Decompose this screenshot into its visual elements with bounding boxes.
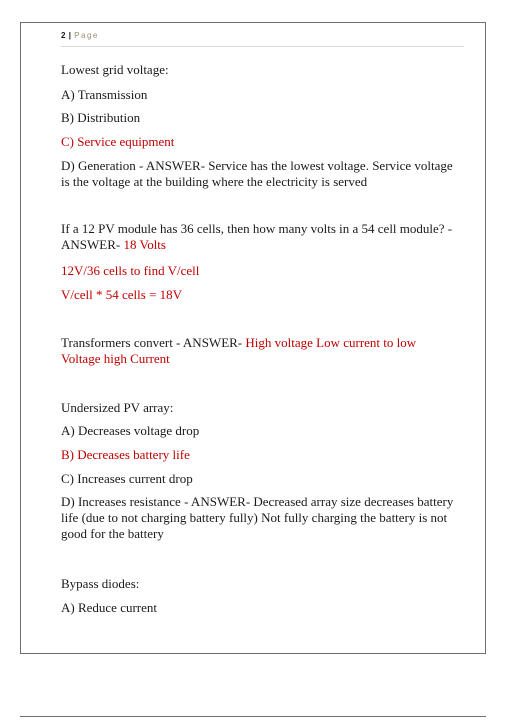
q1-question: Lowest grid voltage:: [61, 62, 169, 77]
q5-option-a: A) Reduce current: [61, 600, 158, 615]
q1-option-d-answer: D) Generation - ANSWER- Service has the lowest voltage. Service voltage is the voltage at the building where the electricity is served: [61, 158, 453, 189]
q4-question: Undersized PV array:: [61, 400, 174, 415]
q4-option-c: C) Increases current drop: [61, 471, 193, 486]
q1-option-c-correct: C) Service equipment: [61, 134, 175, 149]
q2-answer: 18 Volts: [123, 237, 166, 252]
q4-option-b-correct: B) Decreases battery life: [61, 447, 190, 462]
q2-question: [61, 221, 456, 253]
q3-question-text: Transformers convert - ANSWER-: [61, 335, 243, 350]
q3-answer: High voltage Low current to low Voltage high Current: [61, 335, 417, 366]
page-number: 2: [61, 31, 66, 40]
header-separator: |: [68, 31, 71, 40]
q3-question: [61, 335, 456, 367]
q5-question: Bypass diodes:: [61, 576, 140, 591]
q1-option-b: B) Distribution: [61, 110, 141, 125]
q4-option-d-answer: D) Increases resistance - ANSWER- Decreased array size decreases battery life (due to not charging battery fully) Not fully charging the battery is not good for the battery: [61, 494, 454, 541]
q1-option-a: A) Transmission: [61, 87, 148, 102]
q4-option-a: A) Decreases voltage drop: [61, 423, 200, 438]
q2-question-text: If a 12 PV module has 36 cells, then how many volts in a 54 cell module? - ANSWER-: [61, 221, 453, 252]
footer-divider: [20, 716, 486, 717]
q2-step-1: 12V/36 cells to find V/cell: [61, 263, 200, 278]
q2-step-2: V/cell * 54 cells = 18V: [61, 287, 183, 302]
page-label: Page: [74, 31, 99, 40]
page-header: [61, 30, 464, 47]
